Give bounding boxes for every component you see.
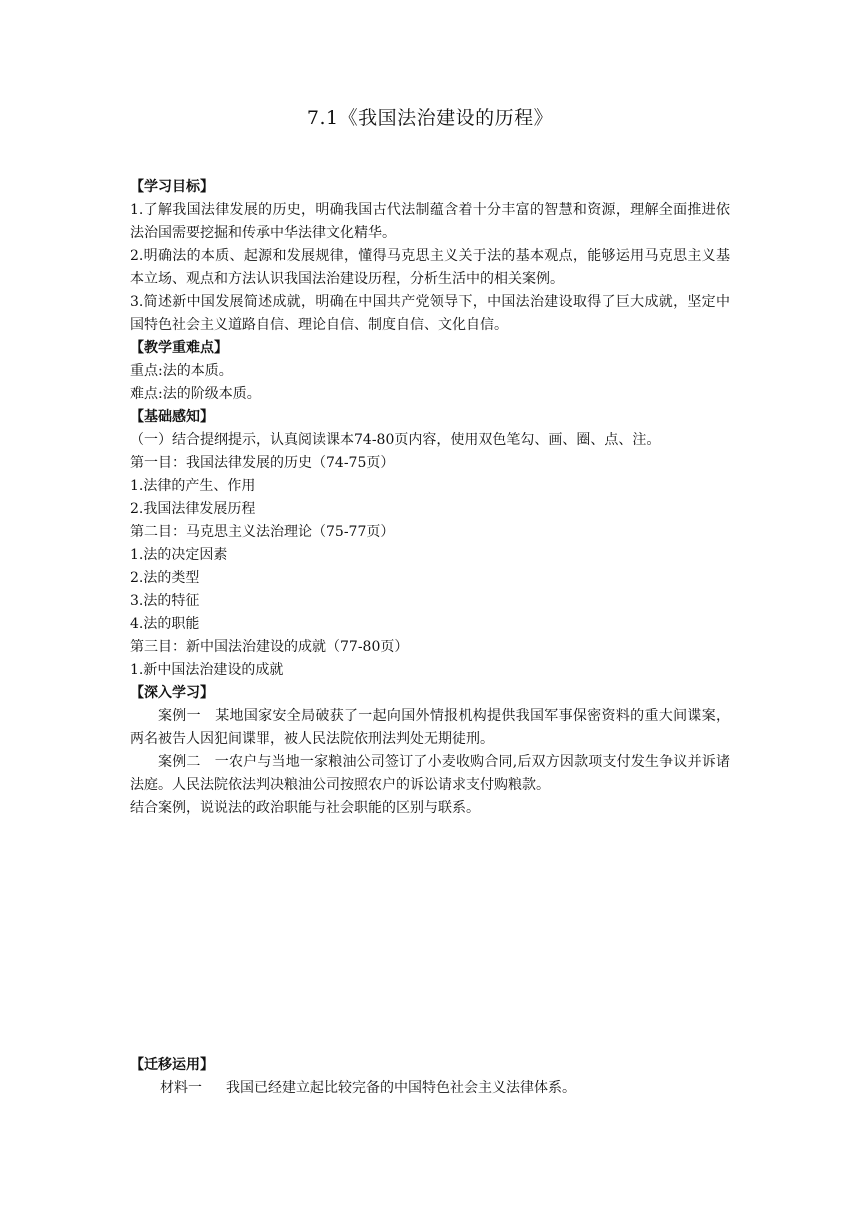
difficult-point: 难点:法的阶级本质。 bbox=[130, 386, 261, 402]
section-heading-basics: 【基础感知】 bbox=[130, 409, 214, 425]
material-1-label: 材料一 bbox=[160, 1080, 202, 1096]
basics-section-3: 第三目：新中国法治建设的成就（77-80页） bbox=[130, 639, 409, 655]
case-2: 案例二 一农户与当地一家粮油公司签订了小麦收购合同,后双方因款项支付发生争议并诉诸法庭。人民法院依法判决粮油公司按照农户的诉讼请求支付购粮款。 bbox=[130, 754, 730, 793]
section-heading-deep: 【深入学习】 bbox=[130, 685, 214, 701]
apply-section bbox=[130, 1054, 730, 1100]
section-heading-goals: 【学习目标】 bbox=[130, 179, 214, 195]
section-heading-apply: 【迁移运用】 bbox=[130, 1057, 214, 1073]
deep-question: 结合案例，说说法的政治职能与社会职能的区别与联系。 bbox=[130, 800, 480, 816]
basics-section-2: 第二目：马克思主义法治理论（75-77页） bbox=[130, 524, 395, 540]
basics-s3-item-1: 1.新中国法治建设的成就 bbox=[130, 662, 284, 678]
goal-item-1: 1.了解我国法律发展的历史，明确我国古代法制蕴含着十分丰富的智慧和资源，理解全面推进依法治国需要挖掘和传承中华法律文化精华。 bbox=[130, 202, 730, 241]
basics-s1-item-2: 2.我国法律发展历程 bbox=[130, 501, 256, 517]
basics-section-1: 第一目：我国法律发展的历史（74-75页） bbox=[130, 455, 395, 471]
section-heading-keypoints: 【教学重难点】 bbox=[130, 340, 228, 356]
basics-s2-item-1: 1.法的决定因素 bbox=[130, 547, 228, 563]
material-1 bbox=[130, 1077, 730, 1100]
page-title: 7.1《我国法治建设的历程》 bbox=[306, 107, 554, 129]
goal-item-2: 2.明确法的本质、起源和发展规律，懂得马克思主义关于法的基本观点，能够运用马克思主义基本立场、观点和方法认识我国法治建设历程，分析生活中的相关案例。 bbox=[130, 248, 730, 287]
basics-intro: （一）结合提纲提示，认真阅读课本74-80页内容，使用双色笔勾、画、圈、点、注。 bbox=[130, 432, 661, 448]
important-point: 重点:法的本质。 bbox=[130, 363, 233, 379]
goal-item-3: 3.简述新中国发展简述成就，明确在中国共产党领导下，中国法治建设取得了巨大成就，坚定中国特色社会主义道路自信、理论自信、制度自信、文化自信。 bbox=[130, 294, 730, 333]
basics-s2-item-3: 3.法的特征 bbox=[130, 593, 200, 609]
document-body bbox=[130, 176, 730, 820]
basics-s2-item-2: 2.法的类型 bbox=[130, 570, 200, 586]
basics-s2-item-4: 4.法的职能 bbox=[130, 616, 200, 632]
case-1: 案例一 某地国家安全局破获了一起向国外情报机构提供我国军事保密资料的重大间谍案，两名被告人因犯间谍罪，被人民法院依刑法判处无期徒刑。 bbox=[130, 708, 730, 747]
basics-s1-item-1: 1.法律的产生、作用 bbox=[130, 478, 256, 494]
material-1-text: 我国已经建立起比较完备的中国特色社会主义法律体系。 bbox=[226, 1080, 576, 1096]
